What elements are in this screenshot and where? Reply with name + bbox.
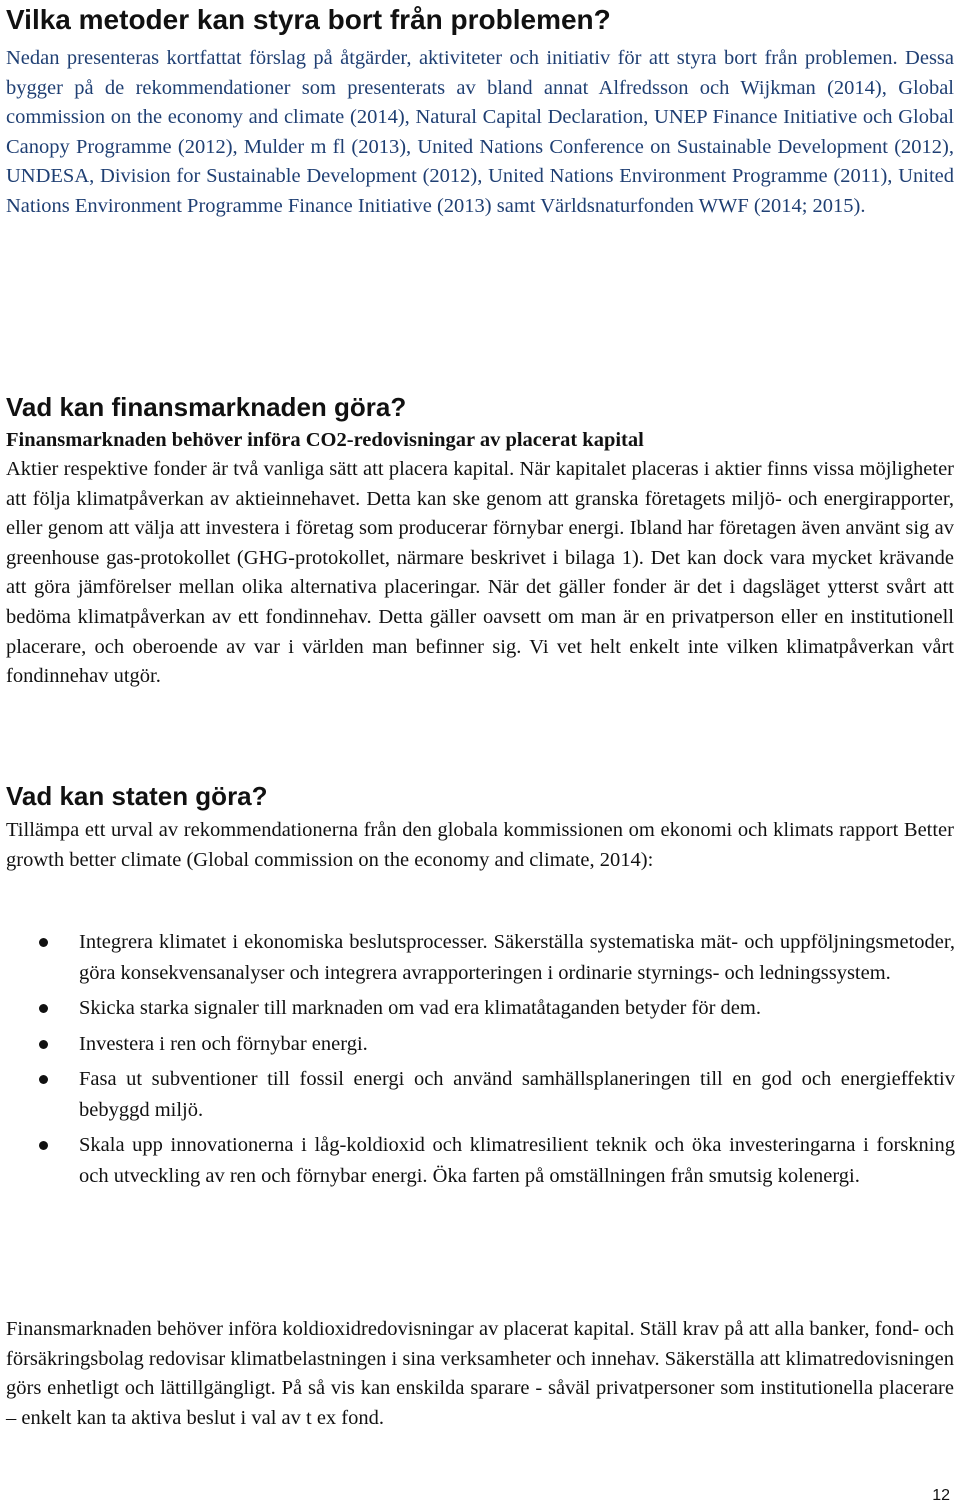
state-intro: Tillämpa ett urval av rekommendationerna från den globala kommissionen om ekonomi och klimats rapport Better growth better climate (Global commission on the economy and climate, 2014): (6, 819, 954, 871)
list-item-text: Integrera klimatet i ekonomiska beslutsprocesser. Säkerställa systematiska mät- och uppföljningsmetoder, göra konsekvensanalyser och integrera avrapporteringen i ordinarie styrnings- och ledningssystem. (79, 931, 955, 985)
list-item (0, 927, 955, 989)
list-item (0, 1029, 955, 1060)
page-number: 12 (932, 1487, 950, 1504)
list-item (0, 1064, 955, 1126)
subheading-finance: Finansmarknaden behöver införa CO2-redovisningar av placerat kapital (6, 429, 644, 451)
list-item-text: Skala upp innovationerna i låg-koldioxid och klimatresilient teknik och öka investeringarna i forskning och utveckling av ren och förnybar energi. Öka farten på omställningen från smutsig kolenergi. (79, 1134, 955, 1188)
heading-finance: Vad kan finansmarknaden göra? (6, 392, 407, 422)
intro-paragraph: Nedan presenteras kortfattat förslag på åtgärder, aktiviteter och initiativ för att styra bort från problemen. Dessa bygger på de rekommendationer som presenterats av bland annat Alfredsson och Wijkman (2014), Global commission on the economy and climate (2014), Natural Capital Declaration, UNEP Finance Initiative och Global Canopy Programme (2012), Mulder m fl (2013), United Nations Conference on Sustainable Development (2012), UNDESA, Division for Sustainable Development (2012), United Nations Environment Programme (2011), United Nations Environment Programme Finance Initiative (2013) samt Världsnaturfonden WWF (2014; 2015). (6, 47, 954, 217)
list-item (0, 993, 955, 1024)
list-item (0, 1130, 955, 1192)
list-item-text: Investera i ren och förnybar energi. (79, 1032, 368, 1055)
list-item-text: Skicka starka signaler till marknaden om vad era klimatåtaganden betyder för dem. (79, 997, 761, 1020)
heading-methods: Vilka metoder kan styra bort från problemen? (6, 4, 611, 35)
finance-body: Aktier respektive fonder är två vanliga sätt att placera kapital. När kapitalet placeras i aktier finns vissa möjligheter att följa klimatpåverkan av aktieinnehavet. Detta kan ske genom att granska företagets miljö- och energirapporter, eller genom att välja att investera i företag som producerar förnybar energi. Ibland har företagen även använt sig av greenhouse gas-protokollet (GHG-protokollet, närmare beskrivet i bilaga 1). Det kan dock vara mycket krävande att göra jämförelser mellan olika alternativa placeringar. När det gäller fonder är det i dagsläget ytterst svårt att bedöma klimatpåverkan av ett fondinnehav. Detta gäller oavsett om man är en privatperson eller en institutionell placerare, och oberoende av var i världen man befinner sig. Vi vet helt enkelt inte vilken klimatpåverkan vårt fondinnehav utgör. (6, 458, 954, 688)
bullet-icon (39, 938, 48, 947)
bullet-icon (39, 1141, 48, 1150)
bullet-icon (39, 1040, 48, 1049)
bullet-icon (39, 1075, 48, 1084)
heading-state: Vad kan staten göra? (6, 781, 268, 811)
bullet-icon (39, 1004, 48, 1013)
list-item-text: Fasa ut subventioner till fossil energi och använd samhällsplaneringen till en god och energieffektiv bebyggd miljö. (79, 1067, 955, 1122)
recommendation-list (0, 927, 960, 1197)
closing-paragraph: Finansmarknaden behöver införa koldioxidredovisningar av placerat kapital. Ställ krav på att alla banker, fond- och försäkringsbolag redovisar klimatbelastningen i sina verksamheter och innehav. Säkerställa att klimatredovisningen görs enhetligt och lättillgängligt. På så vis kan enskilda sparare - såväl privatpersoner som institutionella placerare – enkelt kan ta aktiva beslut i val av t ex fond. (6, 1318, 954, 1429)
